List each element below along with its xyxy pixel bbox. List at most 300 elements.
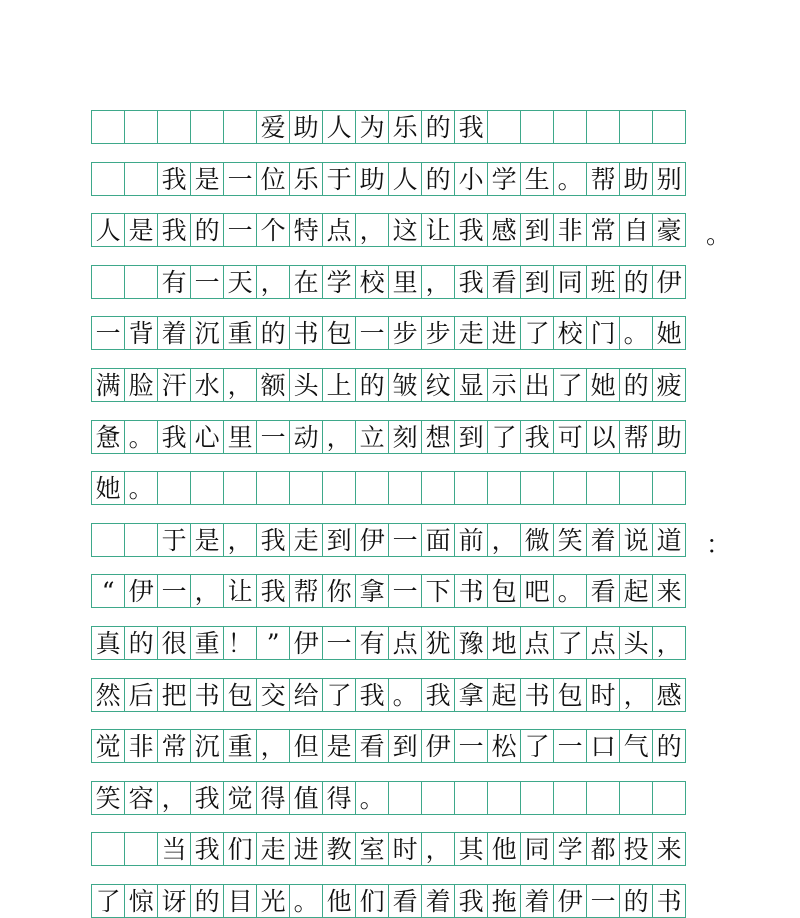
grid-cell: 常: [157, 729, 191, 763]
grid-cell: 示: [487, 368, 521, 402]
grid-cell: 人: [91, 213, 125, 247]
grid-cell: 学: [322, 265, 356, 299]
grid-cell: 生: [520, 162, 554, 196]
grid-cell: 想: [421, 420, 455, 454]
grid-cell: [91, 162, 125, 196]
grid-cell: 位: [256, 162, 290, 196]
grid-cell: 头: [619, 626, 653, 660]
grid-cell: 纹: [421, 368, 455, 402]
grid-cell: ，: [223, 523, 257, 557]
grid-cell: 着: [157, 316, 191, 350]
grid-cell: 助: [289, 110, 323, 144]
grid-cell: 帮: [289, 574, 323, 608]
grid-cell: [157, 110, 191, 144]
grid-cell: ，: [421, 265, 455, 299]
grid-cell: 爱: [256, 110, 290, 144]
grid-cell: 伊: [289, 626, 323, 660]
grid-cell: 步: [421, 316, 455, 350]
grid-cell: 包: [322, 316, 356, 350]
grid-cell: ，: [421, 832, 455, 866]
grid-cell: 她: [586, 368, 620, 402]
grid-cell: 心: [190, 420, 224, 454]
grid-cell: [586, 471, 620, 505]
grid-row: [91, 316, 707, 350]
grid-cell: 在: [289, 265, 323, 299]
grid-cell: 伊: [553, 884, 587, 918]
grid-cell: 天: [223, 265, 257, 299]
grid-cell: 伊: [652, 265, 686, 299]
grid-cell: 室: [355, 832, 389, 866]
grid-cell: 。: [124, 420, 158, 454]
grid-cell: [289, 471, 323, 505]
grid-cell: 但: [289, 729, 323, 763]
grid-cell: 是: [190, 162, 224, 196]
grid-cell: 微: [520, 523, 554, 557]
grid-cell: 的: [355, 368, 389, 402]
grid-cell: 她: [91, 471, 125, 505]
grid-cell: 你: [322, 574, 356, 608]
grid-cell: 一: [586, 884, 620, 918]
grid-cell: 下: [421, 574, 455, 608]
grid-cell: 脸: [124, 368, 158, 402]
grid-cell: [91, 832, 125, 866]
grid-cell: 吧: [520, 574, 554, 608]
grid-cell: 小: [454, 162, 488, 196]
grid-cell: 出: [520, 368, 554, 402]
grid-cell: [586, 781, 620, 815]
grid-cell: [421, 471, 455, 505]
grid-cell: 乐: [289, 162, 323, 196]
grid-cell: 的: [421, 110, 455, 144]
grid-cell: 常: [586, 213, 620, 247]
grid-cell: 皱: [388, 368, 422, 402]
grid-cell: 到: [520, 213, 554, 247]
grid-cell: 一: [388, 574, 422, 608]
grid-cell: 时: [388, 832, 422, 866]
grid-cell: [454, 781, 488, 815]
grid-cell: [421, 781, 455, 815]
grid-cell: 班: [586, 265, 620, 299]
grid-cell: [124, 832, 158, 866]
grid-cell: 交: [256, 678, 290, 712]
grid-cell: 点: [322, 213, 356, 247]
grid-cell: 让: [421, 213, 455, 247]
grid-row: [91, 523, 707, 557]
grid-cell: 非: [553, 213, 587, 247]
grid-cell: 一: [223, 213, 257, 247]
grid-cell: 的: [124, 626, 158, 660]
grid-cell: 进: [289, 832, 323, 866]
grid-cell: 的: [619, 265, 653, 299]
grid-cell: 我: [421, 678, 455, 712]
grid-cell: 都: [586, 832, 620, 866]
grid-cell: 学: [487, 162, 521, 196]
grid-cell: 。: [388, 678, 422, 712]
grid-cell: 步: [388, 316, 422, 350]
grid-cell: 这: [388, 213, 422, 247]
grid-row: [91, 884, 707, 918]
grid-cell: 书: [652, 884, 686, 918]
grid-cell: 起: [619, 574, 653, 608]
grid-cell: 一: [190, 265, 224, 299]
grid-row: [91, 729, 707, 763]
grid-cell: [322, 471, 356, 505]
grid-cell: 一: [322, 626, 356, 660]
grid-cell: 了: [553, 626, 587, 660]
grid-cell: 头: [289, 368, 323, 402]
grid-cell: [256, 471, 290, 505]
grid-cell: 动: [289, 420, 323, 454]
grid-cell: 显: [454, 368, 488, 402]
grid-cell: 其: [454, 832, 488, 866]
grid-cell: 他: [322, 884, 356, 918]
grid-cell: 点: [586, 626, 620, 660]
grid-cell: ，: [256, 265, 290, 299]
grid-cell: 包: [223, 678, 257, 712]
grid-cell: 有: [355, 626, 389, 660]
grid-cell: [652, 471, 686, 505]
grid-cell: 前: [454, 523, 488, 557]
grid-cell: 额: [256, 368, 290, 402]
grid-cell: 校: [553, 316, 587, 350]
grid-cell: 豪: [652, 213, 686, 247]
grid-cell: 帮: [619, 420, 653, 454]
grid-cell: [388, 471, 422, 505]
grid-cell: 我: [454, 213, 488, 247]
grid-cell: [91, 523, 125, 557]
grid-cell: 同: [553, 265, 587, 299]
grid-row: [91, 110, 707, 144]
grid-cell: ，: [157, 781, 191, 815]
margin-punctuation: 。: [706, 219, 732, 249]
grid-cell: ，: [619, 678, 653, 712]
grid-row: [91, 781, 707, 815]
grid-cell: [487, 781, 521, 815]
grid-cell: [454, 471, 488, 505]
grid-cell: 犹: [421, 626, 455, 660]
grid-cell: 我: [256, 574, 290, 608]
grid-cell: 学: [553, 832, 587, 866]
grid-cell: 让: [223, 574, 257, 608]
grid-cell: 到: [454, 420, 488, 454]
grid-cell: 个: [256, 213, 290, 247]
grid-cell: 助: [355, 162, 389, 196]
grid-cell: 值: [289, 781, 323, 815]
grid-cell: 觉: [91, 729, 125, 763]
grid-cell: ，: [190, 574, 224, 608]
grid-cell: 是: [190, 523, 224, 557]
grid-cell: 的: [619, 368, 653, 402]
grid-cell: 校: [355, 265, 389, 299]
grid-cell: 包: [487, 574, 521, 608]
grid-cell: 气: [619, 729, 653, 763]
grid-cell: 我: [190, 781, 224, 815]
grid-cell: 乐: [388, 110, 422, 144]
grid-cell: 口: [586, 729, 620, 763]
grid-cell: 一: [454, 729, 488, 763]
grid-cell: 她: [652, 316, 686, 350]
grid-cell: 可: [553, 420, 587, 454]
grid-cell: 里: [223, 420, 257, 454]
grid-cell: 地: [487, 626, 521, 660]
grid-cell: 我: [355, 678, 389, 712]
grid-cell: [520, 781, 554, 815]
grid-cell: 是: [322, 729, 356, 763]
grid-cell: 人: [388, 162, 422, 196]
grid-cell: 当: [157, 832, 191, 866]
grid-cell: 人: [322, 110, 356, 144]
grid-cell: 伊: [421, 729, 455, 763]
grid-cell: 特: [289, 213, 323, 247]
grid-cell: 伊: [355, 523, 389, 557]
grid-cell: 惊: [124, 884, 158, 918]
grid-cell: 了: [553, 368, 587, 402]
grid-cell: 拿: [355, 574, 389, 608]
grid-cell: 走: [256, 832, 290, 866]
grid-cell: 走: [289, 523, 323, 557]
grid-cell: 把: [157, 678, 191, 712]
grid-cell: 他: [487, 832, 521, 866]
grid-cell: 了: [91, 884, 125, 918]
grid-cell: [124, 265, 158, 299]
grid-cell: 然: [91, 678, 125, 712]
grid-cell: 起: [487, 678, 521, 712]
grid-cell: 后: [124, 678, 158, 712]
grid-cell: ，: [652, 626, 686, 660]
grid-cell: 以: [586, 420, 620, 454]
grid-cell: 。: [553, 574, 587, 608]
grid-cell: 得: [256, 781, 290, 815]
grid-cell: 沉: [190, 316, 224, 350]
grid-cell: 。: [289, 884, 323, 918]
grid-cell: [619, 110, 653, 144]
grid-cell: 道: [652, 523, 686, 557]
grid-cell: 沉: [190, 729, 224, 763]
grid-cell: 给: [289, 678, 323, 712]
margin-punctuation: ：: [706, 529, 732, 559]
grid-cell: 惫: [91, 420, 125, 454]
grid-cell: 一: [388, 523, 422, 557]
grid-cell: 了: [520, 729, 554, 763]
grid-cell: 汗: [157, 368, 191, 402]
grid-cell: ！: [223, 626, 257, 660]
grid-cell: 们: [223, 832, 257, 866]
grid-cell: [520, 471, 554, 505]
grid-cell: 一: [256, 420, 290, 454]
grid-cell: 上: [322, 368, 356, 402]
grid-cell: 投: [619, 832, 653, 866]
grid-cell: 为: [355, 110, 389, 144]
grid-row: [91, 832, 707, 866]
grid-cell: 一: [553, 729, 587, 763]
grid-cell: 笑: [553, 523, 587, 557]
grid-cell: 们: [355, 884, 389, 918]
grid-cell: ”: [256, 626, 290, 660]
grid-cell: 非: [124, 729, 158, 763]
grid-cell: 讶: [157, 884, 191, 918]
grid-cell: 。: [619, 316, 653, 350]
grid-row: [91, 574, 707, 608]
grid-cell: [124, 110, 158, 144]
grid-cell: 门: [586, 316, 620, 350]
grid-cell: ，: [223, 368, 257, 402]
grid-cell: 我: [157, 162, 191, 196]
grid-cell: 点: [520, 626, 554, 660]
grid-cell: 帮: [586, 162, 620, 196]
grid-cell: 得: [322, 781, 356, 815]
grid-row: [91, 162, 707, 196]
grid-cell: 同: [520, 832, 554, 866]
grid-row: [91, 626, 707, 660]
grid-cell: [619, 471, 653, 505]
grid-cell: 重: [223, 729, 257, 763]
grid-cell: 刻: [388, 420, 422, 454]
grid-cell: 我: [256, 523, 290, 557]
grid-row: [91, 471, 707, 505]
grid-cell: 了: [487, 420, 521, 454]
grid-row: [91, 368, 707, 402]
grid-cell: 助: [619, 162, 653, 196]
grid-cell: [190, 110, 224, 144]
grid-cell: 一: [157, 574, 191, 608]
grid-cell: 笑: [91, 781, 125, 815]
grid-cell: 豫: [454, 626, 488, 660]
grid-cell: 走: [454, 316, 488, 350]
grid-cell: 到: [388, 729, 422, 763]
grid-cell: [652, 781, 686, 815]
grid-cell: 重: [190, 626, 224, 660]
grid-cell: 我: [520, 420, 554, 454]
grid-cell: 点: [388, 626, 422, 660]
grid-cell: “: [91, 574, 125, 608]
grid-cell: 。: [124, 471, 158, 505]
grid-cell: 一: [355, 316, 389, 350]
grid-cell: 的: [619, 884, 653, 918]
grid-cell: 是: [124, 213, 158, 247]
grid-cell: [619, 781, 653, 815]
grid-cell: [553, 471, 587, 505]
grid-cell: 。: [355, 781, 389, 815]
grid-cell: 进: [487, 316, 521, 350]
grid-cell: 真: [91, 626, 125, 660]
grid-cell: [553, 781, 587, 815]
grid-cell: 一: [91, 316, 125, 350]
grid-cell: [586, 110, 620, 144]
grid-cell: 于: [157, 523, 191, 557]
grid-cell: 的: [190, 884, 224, 918]
grid-cell: 光: [256, 884, 290, 918]
grid-cell: [487, 471, 521, 505]
grid-cell: 重: [223, 316, 257, 350]
grid-row: [91, 265, 707, 299]
grid-cell: 自: [619, 213, 653, 247]
grid-cell: 书: [454, 574, 488, 608]
grid-cell: [157, 471, 191, 505]
grid-cell: [124, 162, 158, 196]
grid-cell: 我: [157, 213, 191, 247]
grid-row: [91, 420, 707, 454]
grid-cell: ，: [322, 420, 356, 454]
grid-cell: [487, 110, 521, 144]
grid-cell: 拖: [487, 884, 521, 918]
grid-cell: [388, 781, 422, 815]
grid-cell: 拿: [454, 678, 488, 712]
grid-cell: 我: [454, 110, 488, 144]
grid-cell: 水: [190, 368, 224, 402]
grid-cell: 面: [421, 523, 455, 557]
grid-cell: 容: [124, 781, 158, 815]
grid-cell: 到: [322, 523, 356, 557]
grid-cell: 的: [421, 162, 455, 196]
grid-cell: 着: [421, 884, 455, 918]
grid-cell: 有: [157, 265, 191, 299]
grid-cell: 包: [553, 678, 587, 712]
grid-cell: [223, 471, 257, 505]
grid-cell: 一: [223, 162, 257, 196]
grid-cell: 我: [190, 832, 224, 866]
grid-cell: 感: [487, 213, 521, 247]
grid-cell: 着: [520, 884, 554, 918]
grid-cell: 我: [454, 884, 488, 918]
grid-cell: 看: [586, 574, 620, 608]
grid-cell: 时: [586, 678, 620, 712]
grid-cell: [91, 265, 125, 299]
grid-cell: 目: [223, 884, 257, 918]
grid-cell: 看: [487, 265, 521, 299]
grid-row: [91, 213, 707, 247]
grid-cell: [520, 110, 554, 144]
grid-cell: 书: [190, 678, 224, 712]
grid-cell: 书: [289, 316, 323, 350]
grid-cell: 满: [91, 368, 125, 402]
grid-row: [91, 678, 707, 712]
grid-cell: 于: [322, 162, 356, 196]
grid-cell: 来: [652, 832, 686, 866]
grid-cell: 别: [652, 162, 686, 196]
grid-cell: ，: [487, 523, 521, 557]
grid-cell: ，: [256, 729, 290, 763]
grid-cell: 着: [586, 523, 620, 557]
grid-cell: 伊: [124, 574, 158, 608]
grid-cell: [91, 110, 125, 144]
grid-cell: [190, 471, 224, 505]
grid-cell: 来: [652, 574, 686, 608]
grid-cell: 。: [553, 162, 587, 196]
grid-cell: 说: [619, 523, 653, 557]
grid-cell: 了: [322, 678, 356, 712]
grid-cell: 疲: [652, 368, 686, 402]
grid-cell: ，: [355, 213, 389, 247]
grid-cell: 感: [652, 678, 686, 712]
grid-cell: 的: [652, 729, 686, 763]
grid-cell: 背: [124, 316, 158, 350]
grid-cell: 很: [157, 626, 191, 660]
grid-cell: 看: [355, 729, 389, 763]
grid-cell: [553, 110, 587, 144]
grid-cell: 助: [652, 420, 686, 454]
grid-cell: 里: [388, 265, 422, 299]
grid-cell: 觉: [223, 781, 257, 815]
grid-cell: [223, 110, 257, 144]
grid-cell: [355, 471, 389, 505]
grid-cell: 了: [520, 316, 554, 350]
grid-cell: 教: [322, 832, 356, 866]
grid-cell: 我: [454, 265, 488, 299]
grid-cell: 看: [388, 884, 422, 918]
grid-cell: [124, 523, 158, 557]
grid-cell: 到: [520, 265, 554, 299]
grid-cell: 的: [256, 316, 290, 350]
